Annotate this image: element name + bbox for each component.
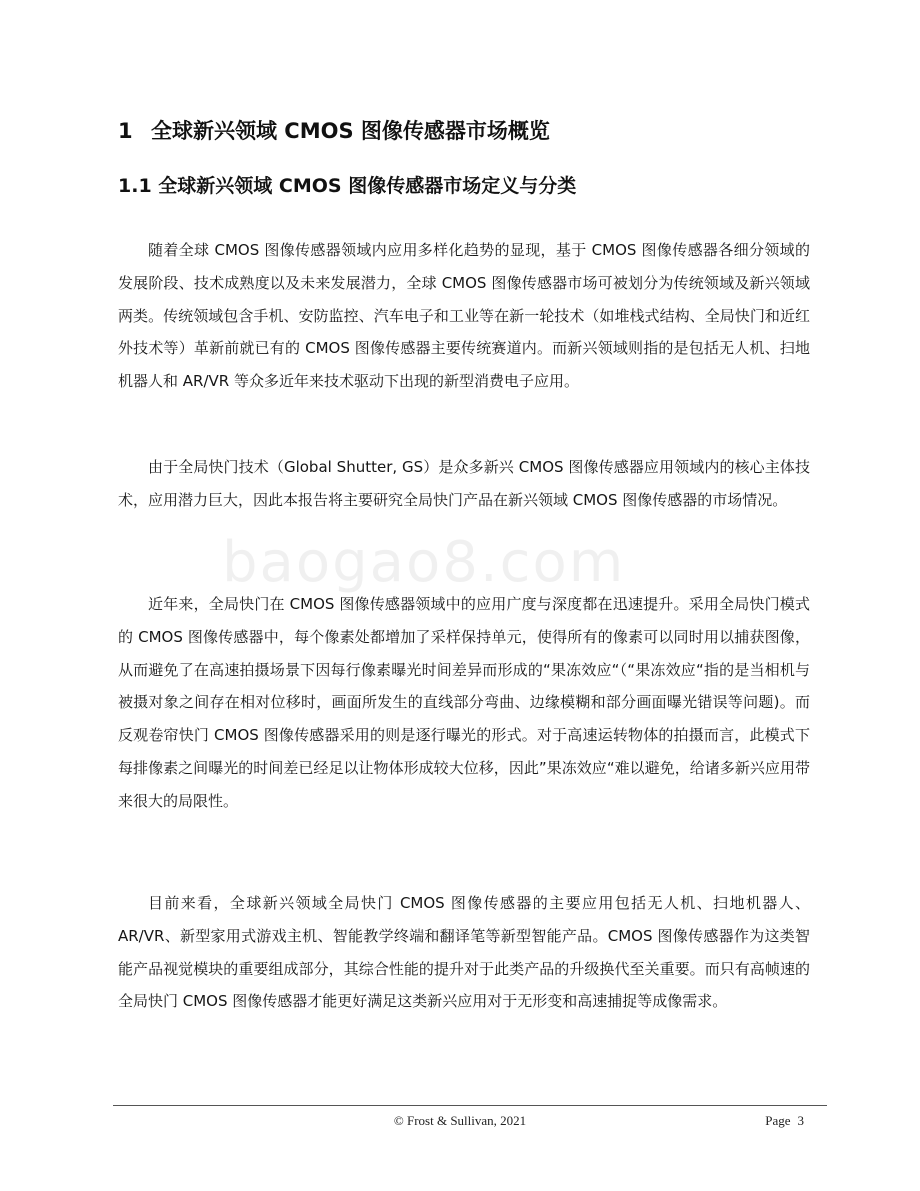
page-label: Page	[765, 1113, 791, 1128]
section-number: 1	[118, 119, 133, 143]
footer-divider	[113, 1105, 827, 1106]
body-paragraph-2: 由于全局快门技术（Global Shutter, GS）是众多新兴 CMOS 图像传感器应用领域内的核心主体技术，应用潜力巨大，因此本报告将主要研究全局快门产品在新兴领域 CMOS 图像传感器的市场情况。	[118, 458, 810, 509]
footer-copyright: © Frost & Sullivan, 2021	[393, 1113, 527, 1128]
section-title: 全球新兴领域 CMOS 图像传感器市场概览	[151, 119, 550, 143]
body-paragraph-1: 随着全球 CMOS 图像传感器领域内应用多样化趋势的显现，基于 CMOS 图像传感器各细分领域的发展阶段、技术成熟度以及未来发展潜力，全球 CMOS 图像传感器市场可被划分为传统领域及新兴领域两类。传统领域包含手机、安防监控、汽车电子和工业等在新一轮技术（如堆栈式结构、全局快门和近红外技术等）革新前就已有的 CMOS 图像传感器主要传统赛道内。而新兴领域则指的是包括无人机、扫地机器人和 AR/VR 等众多近年来技术驱动下出现的新型消费电子应用。	[118, 241, 810, 391]
page-number: 3	[797, 1113, 804, 1128]
watermark: baogao8.com	[222, 530, 626, 595]
subsection-heading: 1.1 全球新兴领域 CMOS 图像传感器市场定义与分类	[118, 175, 577, 197]
body-paragraph-3: 近年来，全局快门在 CMOS 图像传感器领域中的应用广度与深度都在迅速提升。采用全局快门模式的 CMOS 图像传感器中，每个像素处都增加了采样保持单元，使得所有的像素可以同时用以捕获图像，从而避免了在高速拍摄场景下因每行像素曝光时间差异而形成的“果冻效应“（“果冻效应“指的是当相机与被摄对象之间存在相对位移时，画面所发生的直线部分弯曲、边缘模糊和部分画面曝光错误等问题)。而反观卷帘快门 CMOS 图像传感器采用的则是逐行曝光的形式。对于高速运转物体的拍摄而言，此模式下每排像素之间曝光的时间差已经足以让物体形成较大位移，因此”果冻效应“难以避免，给诸多新兴应用带来很大的局限性。	[118, 595, 810, 810]
footer-page-number	[765, 1113, 804, 1129]
section-heading	[118, 116, 550, 146]
body-paragraph-4: 目前来看，全球新兴领域全局快门 CMOS 图像传感器的主要应用包括无人机、扫地机器人、AR/VR、新型家用式游戏主机、智能教学终端和翻译笔等新型智能产品。CMOS 图像传感器作为这类智能产品视觉模块的重要组成部分，其综合性能的提升对于此类产品的升级换代至关重要。而只有高帧速的全局快门 CMOS 图像传感器才能更好满足这类新兴应用对于无形变和高速捕捉等成像需求。	[118, 894, 810, 1011]
